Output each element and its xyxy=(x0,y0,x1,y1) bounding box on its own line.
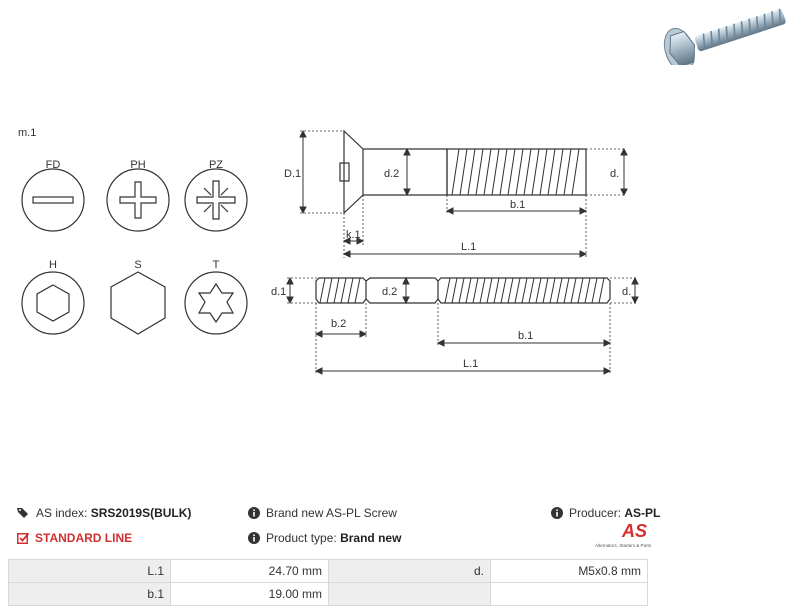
table-row xyxy=(9,560,648,583)
head-code-h: H xyxy=(49,259,57,271)
dim-label-d2-top: d.2 xyxy=(384,168,400,180)
dim-label-k1: k.1 xyxy=(346,229,361,241)
module-label: m.1 xyxy=(18,127,37,139)
torx-head-icon xyxy=(185,272,247,334)
as-index-value: SRS2019S(BULK) xyxy=(90,506,192,520)
standard-line-label: STANDARD LINE xyxy=(35,531,133,545)
spec-key: L.1 xyxy=(9,560,171,583)
info-icon xyxy=(248,532,260,544)
producer-label: Producer: xyxy=(569,506,622,520)
hex-socket-head-icon xyxy=(22,272,84,334)
dim-label-d2-bottom: d.2 xyxy=(382,286,398,298)
head-code-ph: PH xyxy=(130,159,146,171)
checkbox-icon xyxy=(17,532,29,544)
slotted-head-icon xyxy=(22,169,84,231)
specs-table xyxy=(8,559,648,606)
head-code-fd: FD xyxy=(45,159,61,171)
as-pl-logo xyxy=(585,522,655,552)
spec-value: 19.00 mm xyxy=(171,583,329,606)
pozidriv-head-icon xyxy=(185,169,247,231)
description-row xyxy=(248,506,397,520)
dim-label-d-top: d. xyxy=(610,168,620,180)
dim-label-b1-bottom: b.1 xyxy=(518,330,534,342)
stud-screw-drawing xyxy=(316,278,610,303)
head-code-t: T xyxy=(212,259,220,271)
info-icon xyxy=(248,507,260,519)
countersunk-screw-drawing xyxy=(340,131,586,213)
dim-label-L1-bottom: L.1 xyxy=(463,358,479,370)
tags-icon xyxy=(17,507,30,519)
info-icon xyxy=(551,507,563,519)
as-index-row xyxy=(17,506,191,520)
table-row xyxy=(9,583,648,606)
head-code-s: S xyxy=(134,259,142,271)
hex-head-icon xyxy=(111,272,165,334)
spec-value: 24.70 mm xyxy=(171,560,329,583)
phillips-head-icon xyxy=(107,169,169,231)
spec-key: d. xyxy=(329,560,491,583)
spec-value: M5x0.8 mm xyxy=(491,560,648,583)
technical-drawing xyxy=(0,115,800,385)
producer-value: AS-PL xyxy=(624,506,661,520)
product-type-label: Product type: xyxy=(266,531,337,545)
description-text: Brand new AS-PL Screw xyxy=(266,506,397,520)
dim-label-D1: D.1 xyxy=(284,168,302,180)
spec-key: b.1 xyxy=(9,583,171,606)
spec-value xyxy=(491,583,648,606)
dim-label-d1: d.1 xyxy=(271,286,287,298)
head-code-pz: PZ xyxy=(208,159,224,171)
dim-label-b1-top: b.1 xyxy=(510,199,526,211)
dim-label-b2: b.2 xyxy=(331,318,347,330)
dim-label-d-bottom: d. xyxy=(622,286,632,298)
product-type-row xyxy=(248,531,401,545)
producer-row xyxy=(551,506,660,520)
spec-key xyxy=(329,583,491,606)
logo-mark: AS xyxy=(621,521,647,541)
dim-label-L1-top: L.1 xyxy=(461,241,477,253)
product-photo xyxy=(655,5,795,65)
as-index-label: AS index: xyxy=(36,506,88,520)
standard-line-row xyxy=(17,531,132,545)
logo-tagline: Alternators, Starters & Parts xyxy=(594,543,651,548)
product-type-value: Brand new xyxy=(340,531,402,545)
